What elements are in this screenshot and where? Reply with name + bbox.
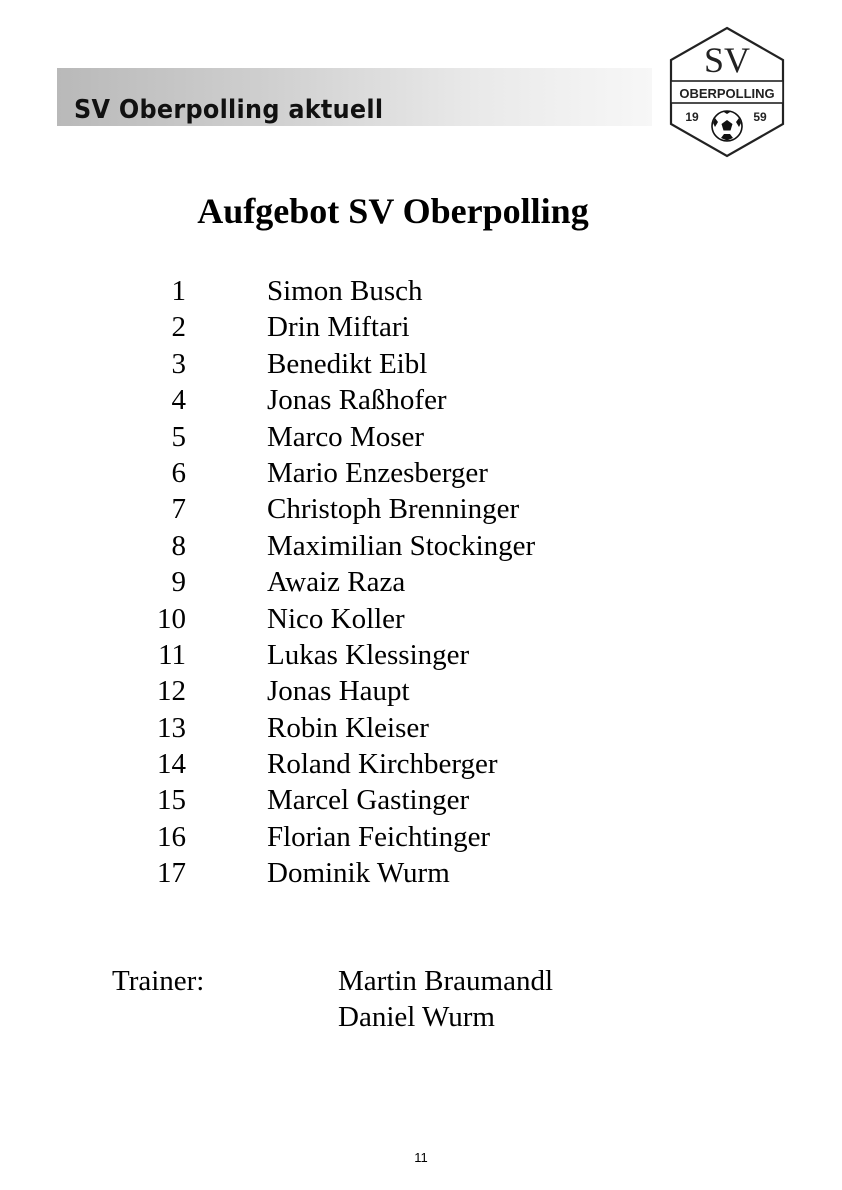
player-number: 13 xyxy=(157,711,186,744)
trainer-name: Daniel Wurm xyxy=(338,1001,495,1034)
roster-row xyxy=(0,673,842,709)
player-number: 2 xyxy=(171,311,186,344)
player-number: 16 xyxy=(157,820,186,853)
player-name: Jonas Raßhofer xyxy=(267,384,447,417)
trainer-label: Trainer: xyxy=(112,965,205,997)
player-number: 4 xyxy=(171,384,186,417)
player-number: 9 xyxy=(171,566,186,599)
roster-row xyxy=(0,491,842,527)
roster-row xyxy=(0,710,842,746)
logo-top-text: SV xyxy=(703,40,751,80)
player-name: Nico Koller xyxy=(267,602,405,635)
player-name: Lukas Klessinger xyxy=(267,638,470,671)
player-name: Marco Moser xyxy=(267,420,425,453)
player-number: 15 xyxy=(157,784,186,817)
roster-row xyxy=(0,382,842,418)
player-name: Maximilian Stockinger xyxy=(267,529,536,562)
player-number: 5 xyxy=(171,420,186,453)
player-number: 7 xyxy=(171,493,186,526)
logo-year-right: 59 xyxy=(753,110,767,124)
player-name: Jonas Haupt xyxy=(267,675,410,708)
player-number: 17 xyxy=(157,857,186,890)
player-name: Dominik Wurm xyxy=(267,857,450,890)
player-number: 3 xyxy=(171,347,186,380)
player-number: 1 xyxy=(171,275,186,307)
roster-row xyxy=(0,782,842,818)
roster-row xyxy=(0,455,842,491)
trainer-names xyxy=(338,963,553,1036)
page-number: 11 xyxy=(414,1150,428,1165)
roster-row xyxy=(0,746,842,782)
roster-title: Aufgebot SV Oberpolling xyxy=(197,191,589,231)
player-number: 12 xyxy=(157,675,186,708)
player-name: Marcel Gastinger xyxy=(267,784,470,817)
player-name: Drin Miftari xyxy=(267,311,410,344)
soccer-ball-icon xyxy=(712,111,742,141)
roster-row xyxy=(0,855,842,891)
player-number: 14 xyxy=(157,748,186,781)
roster-list xyxy=(0,273,842,892)
roster-row xyxy=(0,637,842,673)
logo-year-left: 19 xyxy=(685,110,699,124)
player-name: Benedikt Eibl xyxy=(267,347,428,380)
player-name: Simon Busch xyxy=(267,275,423,307)
player-number: 8 xyxy=(171,529,186,562)
player-number: 6 xyxy=(171,456,186,489)
roster-row xyxy=(0,419,842,455)
player-name: Christoph Brenninger xyxy=(267,493,520,526)
roster-row xyxy=(0,309,842,345)
club-logo xyxy=(668,26,786,158)
roster-row xyxy=(0,528,842,564)
trainer-name: Martin Braumandl xyxy=(338,965,554,997)
player-name: Roland Kirchberger xyxy=(267,748,498,781)
player-name: Awaiz Raza xyxy=(267,566,406,599)
player-number: 11 xyxy=(158,638,186,671)
player-number: 10 xyxy=(157,602,186,635)
roster-row xyxy=(0,819,842,855)
logo-club-name: OBERPOLLING xyxy=(679,86,775,101)
header-title: SV Oberpolling aktuell xyxy=(74,95,384,125)
player-name: Robin Kleiser xyxy=(267,711,429,744)
roster-row xyxy=(0,346,842,382)
roster-row xyxy=(0,564,842,600)
roster-row xyxy=(0,273,842,309)
player-name: Florian Feichtinger xyxy=(267,820,491,853)
player-name: Mario Enzesberger xyxy=(267,456,488,489)
roster-row xyxy=(0,601,842,637)
